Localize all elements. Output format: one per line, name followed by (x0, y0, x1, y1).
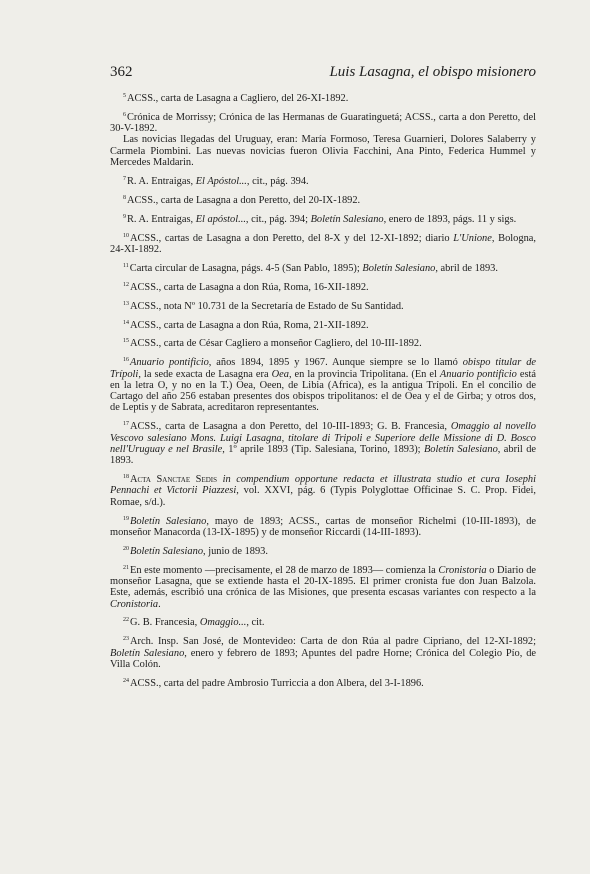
footnote-text: , vol. XXVI, pág. 6 (Typis Polyglottae Officinae S. C. Prop. Fidei, Romae, s/d.). (110, 485, 536, 508)
footnote-number: 7 (123, 175, 126, 182)
footnote-text: Boletín Salesiano (423, 443, 498, 455)
footnote-text: está en la letra O, y no en la T.) Oea, Oeen, de Libia (Africa), es la antigua Trípoli. En el concilio de Cartago del año 256 estaban presentes dos obispos tripolitanos: el de Oea y el de Girba; y otros dos, de Leptis y de Sabrata, acreditaron representantes. (110, 368, 536, 414)
footnote-number: 18 (123, 474, 129, 481)
footnote-text: Cronistoria (110, 598, 159, 610)
footnote (110, 678, 536, 689)
footnote (110, 338, 536, 349)
footnote-text: , mayo de 1893; ACSS., cartas de monseñor Richelmi (10-III-1893), de monseñor Manacorda (13-IX-1895) y de monseñor Riccardi (14-III-1893). (110, 515, 537, 538)
footnote-text: , cit. (246, 617, 265, 629)
footnote-text: ACSS., cartas de Lasagna a don Peretto, del 8-X y del 12-XI-1892; diario (130, 232, 454, 244)
footnote-number: 16 (123, 357, 129, 364)
footnote-text: ACSS., nota Nº 10.731 de la Secretaría de Estado de Su Santidad. (130, 300, 404, 312)
footnote-number: 9 (123, 213, 126, 220)
footnote (110, 233, 536, 256)
footnote-text: ACSS., carta de Lasagna a don Rúa, Roma, 16-XII-1892. (130, 281, 369, 293)
footnote-text: Boletín Salesiano (310, 213, 384, 225)
footnote-text: , 1º aprile 1893 (Tip. Salesiana, Torino, 1893); (222, 443, 424, 455)
footnote (110, 421, 536, 466)
footnote-text: Omaggio... (199, 617, 247, 629)
page-number: 362 (110, 64, 133, 80)
footnote-text: ACSS., carta de Lasagna a don Peretto, del 20-IX-1892. (127, 194, 361, 206)
footnote-text: R. A. Entraigas, (127, 213, 196, 225)
footnote-text: , en la provincia Tripolitana. (En el (288, 368, 440, 380)
footnote-continuation (110, 134, 536, 168)
footnote-text: Acta Sanctae Sedis (130, 474, 218, 486)
footnote (110, 112, 536, 135)
footnote-text: Carta circular de Lasagna, págs. 4-5 (San Pablo, 1895); (129, 262, 363, 274)
footnote-number: 19 (123, 515, 129, 522)
footnote (110, 282, 536, 293)
footnote (110, 516, 536, 539)
footnote-number: 11 (123, 262, 129, 269)
footnote-text: Anuario pontificio (439, 368, 517, 380)
footnote (110, 320, 536, 331)
footnote (110, 617, 536, 628)
footnote-number: 10 (123, 232, 129, 239)
footnote (110, 357, 536, 413)
footnote-number: 23 (123, 636, 129, 643)
footnote-text: El apóstol... (195, 213, 246, 225)
footnote-text: obispo titular de Trípoli (110, 357, 537, 380)
footnote-number: 15 (123, 338, 129, 345)
footnote-text: G. B. Francesia, (130, 617, 200, 629)
footnote (110, 474, 536, 508)
footnote-text: Boletín Salesiano (130, 545, 204, 557)
footnote-text: , la sede exacta de Lasagna era (138, 368, 272, 380)
footnote-text: , enero y febrero de 1893; Apuntes del padre Horne; Crónica del Colegio Pío, de Villa Colón. (110, 647, 537, 670)
footnote-text: R. A. Entraigas, (127, 175, 196, 187)
footnote-text: ACSS., carta de Lasagna a Cagliero, del 26-XI-1892. (127, 93, 349, 104)
footnote-text: Boletín Salesiano (110, 647, 185, 659)
footnote-text: Crónica de Morrissy; Crónica de las Hermanas de Guaratinguetá; ACSS., carta a don Peretto, del 30-V-1892. (110, 111, 536, 135)
footnote-number: 14 (123, 319, 129, 326)
footnote-text: , Bologna, 24-XI-1892. (110, 232, 536, 255)
page-header (110, 64, 536, 84)
footnote-text: ACSS., carta de Lasagna a don Rúa, Roma, 21-XII-1892. (130, 319, 369, 331)
footnote-text: , cit., pág. 394; (245, 213, 311, 225)
footnote (110, 263, 536, 274)
footnote-number: 21 (123, 564, 129, 571)
footnote-number: 5 (123, 93, 126, 99)
footnote-text: El Apóstol... (195, 175, 247, 187)
footnote-text: o Diario de monseñor Lasagna, que se extiende hasta el 20-IX-1895. El primer cronista fue don Juan Balzola. Este, además, escribió una crónica de las Misiones, que presenta escasas variantes con respecto a la (110, 564, 537, 599)
footnote-number: 6 (123, 111, 126, 118)
footnote (110, 195, 536, 206)
footnote-number: 24 (123, 677, 129, 684)
footnote-text: in compendium opportune redacta et illustrata studio et cura Iosephi Pennachi et Victorii Piazzesi (110, 474, 537, 497)
footnote-text: L'Unione (453, 232, 492, 244)
running-title: Luis Lasagna, el obispo misionero (329, 64, 536, 80)
footnote-text: Arch. Insp. San José, de Montevideo: Carta de don Rúa al padre Cipriano, del 12-XI-1892; (130, 636, 536, 648)
footnote-text: Omaggio al novello Vescovo salesiano Mons. Luigi Lasagna, titolare di Tripoli e Superiore delle Missione di D. Bosco nell'Uruguay e nel Brasile (110, 421, 536, 455)
footnote (110, 176, 536, 187)
footnote-text: Boletín Salesiano (130, 515, 207, 527)
footnote-text: , enero de 1893, págs. 11 y sigs. (383, 213, 517, 225)
footnote-number: 17 (123, 421, 129, 428)
footnote-number: 8 (123, 194, 126, 201)
footnote (110, 301, 536, 312)
footnote-text: Oea (271, 368, 289, 380)
footnote (110, 93, 536, 104)
footnote (110, 214, 536, 225)
footnote-text: , abril de 1893. (110, 443, 537, 467)
footnote-number: 13 (123, 300, 129, 307)
footnote-number: 22 (123, 617, 129, 624)
footnote (110, 565, 536, 610)
footnote-text: . (158, 598, 161, 610)
footnote (110, 636, 536, 670)
footnote-text: ACSS., carta de César Cagliero a monseñor Cagliero, del 10-III-1892. (130, 338, 422, 350)
footnote-text: ACSS., carta de Lasagna a don Peretto, del 10-III-1893; G. B. Francesia, (130, 421, 451, 433)
footnote-text: , junio de 1893. (203, 545, 268, 557)
footnote-text: Anuario pontificio (130, 357, 209, 369)
footnote-text: , años 1894, 1895 y 1967. Aunque siempre se lo llamó (208, 357, 463, 369)
footnote-text: ACSS., carta del padre Ambrosio Turriccia a don Albera, del 3-I-1896. (130, 677, 424, 689)
footnote-text: Las novicias llegadas del Uruguay, eran: María Formoso, Teresa Guarnieri, Dolores Salaberry y Carmela Piombini. Las nuevas novicias fueron Olivia Facchini, Ana Pinto, Federica Hummel y Mercedes Maldarin. (110, 134, 536, 169)
footnote-number: 20 (123, 545, 129, 552)
footnote-text: Boletín Salesiano (362, 262, 436, 274)
footnote (110, 546, 536, 557)
footnote-text: En este momento —precisamente, el 28 de marzo de 1893— comienza la (130, 564, 439, 576)
footnotes-list (110, 93, 536, 697)
footnote-text: , cit., pág. 394. (246, 175, 309, 187)
footnote-text: Cronistoria (438, 564, 487, 576)
footnote-number: 12 (123, 281, 129, 288)
footnote-text: , abril de 1893. (435, 262, 498, 274)
